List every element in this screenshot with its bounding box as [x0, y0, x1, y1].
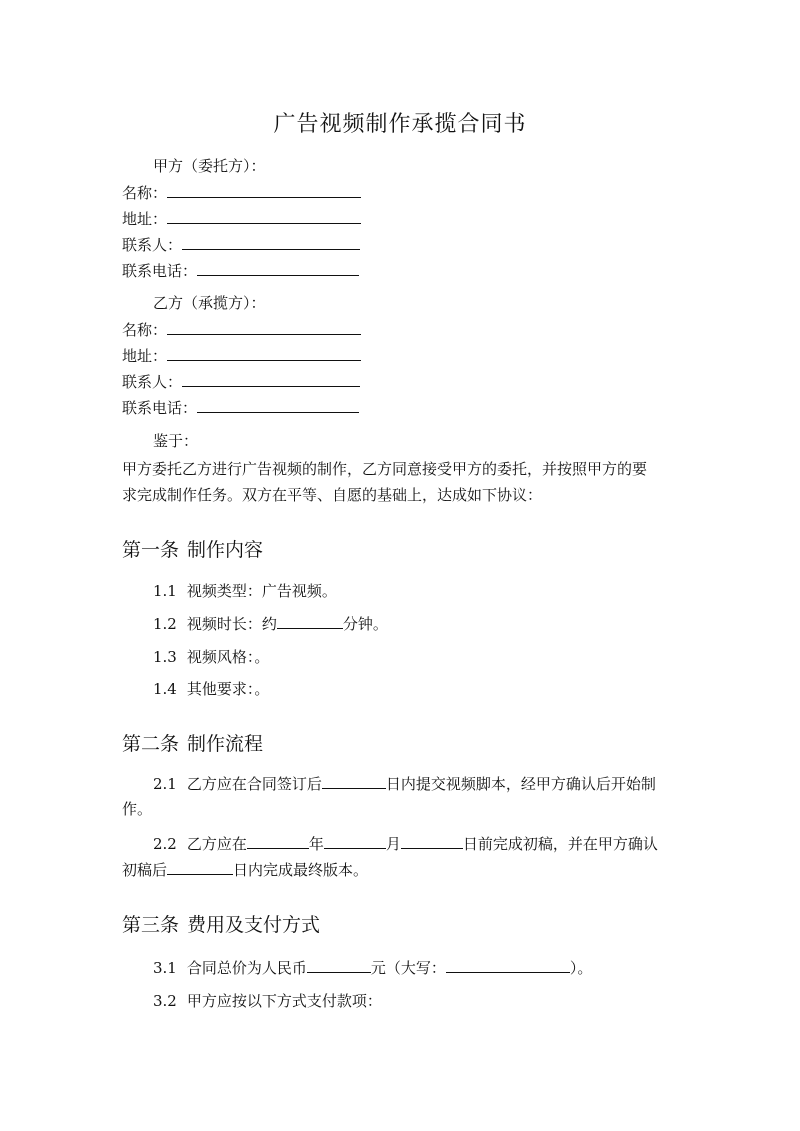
party-a-name-blank[interactable] — [167, 181, 361, 198]
article-1-item-1: 1.1 视频类型：广告视频。 — [153, 582, 337, 600]
whereas-label: 鉴于： — [153, 432, 199, 450]
video-duration-blank[interactable] — [277, 612, 343, 629]
preamble-line-2: 求完成制作任务。双方在平等、自愿的基础上，达成如下协议： — [122, 486, 543, 504]
final-days-blank[interactable] — [167, 858, 233, 875]
party-a-label: 甲方（委托方）： — [153, 157, 266, 175]
article-3-number: 第三条 — [122, 914, 180, 936]
party-b-contact-blank[interactable] — [182, 370, 360, 387]
party-b-address-label: 地址： — [122, 347, 168, 365]
party-a-phone-blank[interactable] — [197, 259, 359, 276]
total-price-blank[interactable] — [307, 956, 371, 973]
article-3-heading — [122, 912, 320, 938]
document-title: 广告视频制作承揽合同书 — [273, 112, 527, 137]
article-1-item-2: 1.2 视频时长：约 分钟。 — [153, 612, 388, 635]
party-a-address-label: 地址： — [122, 210, 168, 228]
party-b-address-blank[interactable] — [167, 344, 361, 361]
party-a-contact-label: 联系人： — [122, 236, 183, 254]
party-a-phone-row — [122, 259, 359, 282]
party-b-address-row — [122, 344, 361, 367]
article-1-heading — [122, 537, 263, 563]
party-a-name-row — [122, 181, 361, 204]
party-b-phone-label: 联系电话： — [122, 399, 198, 417]
party-b-name-label: 名称： — [122, 321, 168, 339]
party-b-phone-row — [122, 396, 359, 419]
party-a-contact-row — [122, 233, 360, 256]
article-2-item-1-cont: 作。 — [122, 800, 153, 818]
article-3-title: 费用及支付方式 — [187, 914, 321, 936]
article-2-item-2-cont: 初稿后 日内完成最终版本。 — [122, 858, 368, 881]
party-b-phone-blank[interactable] — [197, 396, 359, 413]
article-1-number: 第一条 — [122, 539, 180, 561]
preamble-line-1: 甲方委托乙方进行广告视频的制作，乙方同意接受甲方的委托，并按照甲方的要 — [122, 460, 648, 478]
article-1-item-3: 1.3 视频风格：。 — [153, 648, 270, 666]
article-3-item-2: 3.2 甲方应按以下方式支付款项： — [153, 992, 382, 1010]
draft-month-blank[interactable] — [324, 832, 386, 849]
party-b-name-row — [122, 318, 361, 341]
party-b-label: 乙方（承揽方）： — [153, 294, 266, 312]
party-a-address-row — [122, 207, 361, 230]
article-2-item-2: 2.2 乙方应在 年 月 日前完成初稿，并在甲方确认 — [153, 832, 658, 855]
party-b-contact-row — [122, 370, 360, 393]
party-b-contact-label: 联系人： — [122, 373, 183, 391]
script-days-blank[interactable] — [322, 772, 386, 789]
party-a-contact-blank[interactable] — [182, 233, 360, 250]
article-2-item-1: 2.1 乙方应在合同签订后 日内提交视频脚本，经甲方确认后开始制 — [153, 772, 656, 795]
article-1-item-4: 1.4 其他要求：。 — [153, 680, 270, 698]
party-a-address-blank[interactable] — [167, 207, 361, 224]
price-in-words-blank[interactable] — [446, 956, 570, 973]
article-1-title: 制作内容 — [187, 539, 264, 561]
party-a-phone-label: 联系电话： — [122, 262, 198, 280]
draft-year-blank[interactable] — [247, 832, 309, 849]
article-2-heading — [122, 731, 263, 757]
article-3-item-1: 3.1 合同总价为人民币 元（大写： ）。 — [153, 956, 592, 979]
article-2-title: 制作流程 — [187, 733, 264, 755]
draft-day-blank[interactable] — [401, 832, 463, 849]
party-a-name-label: 名称： — [122, 184, 168, 202]
article-2-number: 第二条 — [122, 733, 180, 755]
party-b-name-blank[interactable] — [167, 318, 361, 335]
